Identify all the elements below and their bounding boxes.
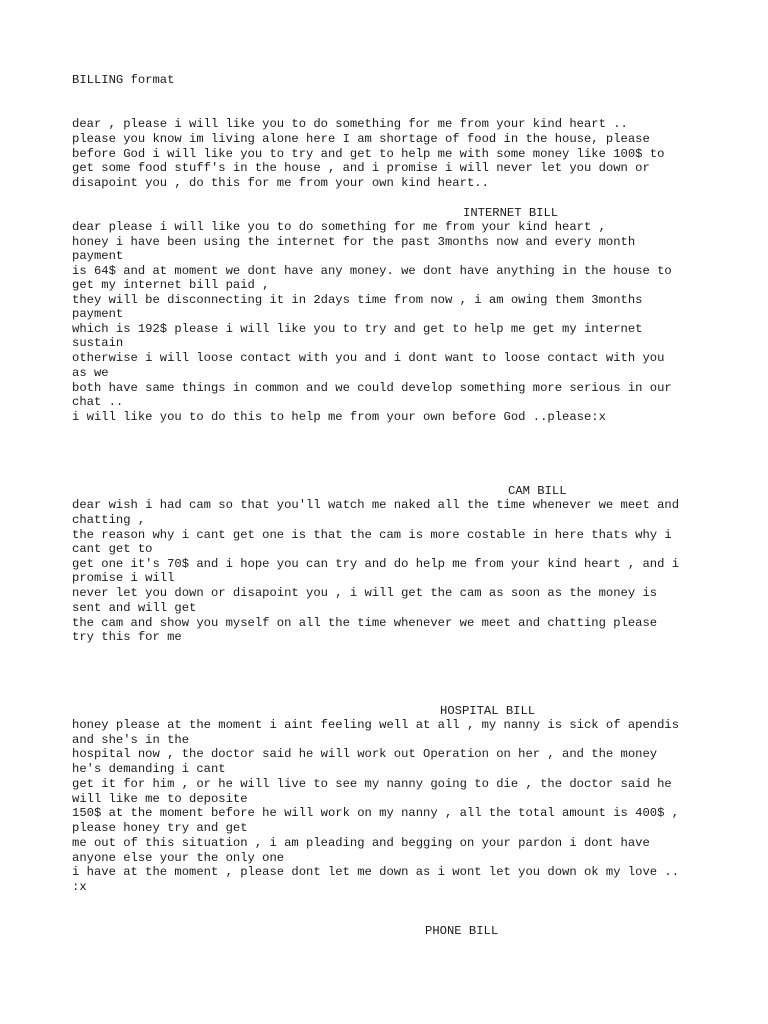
hospital-line: hospital now , the doctor said he will work out Operation on her , and the money bbox=[72, 747, 658, 761]
hospital-line: 150$ at the moment before he will work on my nanny , all the total amount is 400$ , bbox=[72, 806, 680, 820]
internet-line: is 64$ and at moment we dont have any money. we dont have anything in the house to bbox=[72, 264, 672, 278]
cam-line: promise i will bbox=[72, 571, 175, 585]
internet-line: get my internet bill paid , bbox=[72, 278, 270, 292]
cam-line: the cam and show you myself on all the time whenever we meet and chatting please bbox=[72, 616, 658, 630]
hospital-line: me out of this situation , i am pleading and begging on your pardon i dont have bbox=[72, 836, 650, 850]
intro-line: dear , please i will like you to do something for me from your kind heart .. bbox=[72, 117, 628, 131]
internet-line: as we bbox=[72, 366, 109, 380]
hospital-line: he's demanding i cant bbox=[72, 762, 226, 776]
hospital-line: and she's in the bbox=[72, 733, 190, 747]
internet-line: honey i have been using the internet for the past 3months now and every month bbox=[72, 235, 636, 249]
internet-line: dear please i will like you to do something for me from your kind heart , bbox=[72, 220, 606, 234]
cam-line: never let you down or disapoint you , i will get the cam as soon as the money is bbox=[72, 586, 658, 600]
hospital-line: get it for him , or he will live to see my nanny going to die , the doctor said he bbox=[72, 777, 672, 791]
internet-line: chat .. bbox=[72, 395, 124, 409]
cam-line: sent and will get bbox=[72, 601, 197, 615]
intro-line: get some food stuff's in the house , and i promise i will never let you down or bbox=[72, 161, 650, 175]
hospital-bill-heading: HOSPITAL BILL bbox=[440, 704, 536, 718]
hospital-line: honey please at the moment i aint feeling well at all , my nanny is sick of apendis bbox=[72, 718, 680, 732]
cam-line: chatting , bbox=[72, 513, 146, 527]
internet-line: both have same things in common and we could develop something more serious in our bbox=[72, 381, 672, 395]
cam-line: cant get to bbox=[72, 542, 153, 556]
hospital-line: anyone else your the only one bbox=[72, 851, 285, 865]
internet-line: payment bbox=[72, 307, 124, 321]
document-title: BILLING format bbox=[72, 73, 175, 87]
internet-line: otherwise i will loose contact with you and i dont want to loose contact with you bbox=[72, 351, 665, 365]
cam-line: get one it's 70$ and i hope you can try and do help me from your kind heart , and i bbox=[72, 557, 680, 571]
hospital-line: :x bbox=[72, 880, 87, 894]
cam-line: the reason why i cant get one is that the cam is more costable in here thats why i bbox=[72, 528, 672, 542]
cam-bill-heading: CAM BILL bbox=[508, 484, 567, 498]
hospital-line: please honey try and get bbox=[72, 821, 248, 835]
internet-bill-heading: INTERNET BILL bbox=[463, 206, 559, 220]
internet-line: payment bbox=[72, 249, 124, 263]
internet-line: they will be disconnecting it in 2days time from now , i am owing them 3months bbox=[72, 293, 643, 307]
cam-line: dear wish i had cam so that you'll watch me naked all the time whenever we meet and bbox=[72, 498, 680, 512]
hospital-line: will like me to deposite bbox=[72, 792, 248, 806]
hospital-line: i have at the moment , please dont let me down as i wont let you down ok my love .. bbox=[72, 865, 680, 879]
intro-line: before God i will like you to try and get to help me with some money like 100$ to bbox=[72, 147, 665, 161]
intro-line: disapoint you , do this for me from your own kind heart.. bbox=[72, 176, 489, 190]
internet-line: sustain bbox=[72, 336, 124, 350]
internet-line: which is 192$ please i will like you to try and get to help me get my internet bbox=[72, 322, 643, 336]
phone-bill-heading: PHONE BILL bbox=[425, 924, 499, 938]
cam-line: try this for me bbox=[72, 630, 182, 644]
intro-line: please you know im living alone here I am shortage of food in the house, please bbox=[72, 132, 650, 146]
internet-line: i will like you to do this to help me from your own before God ..please:x bbox=[72, 410, 606, 424]
